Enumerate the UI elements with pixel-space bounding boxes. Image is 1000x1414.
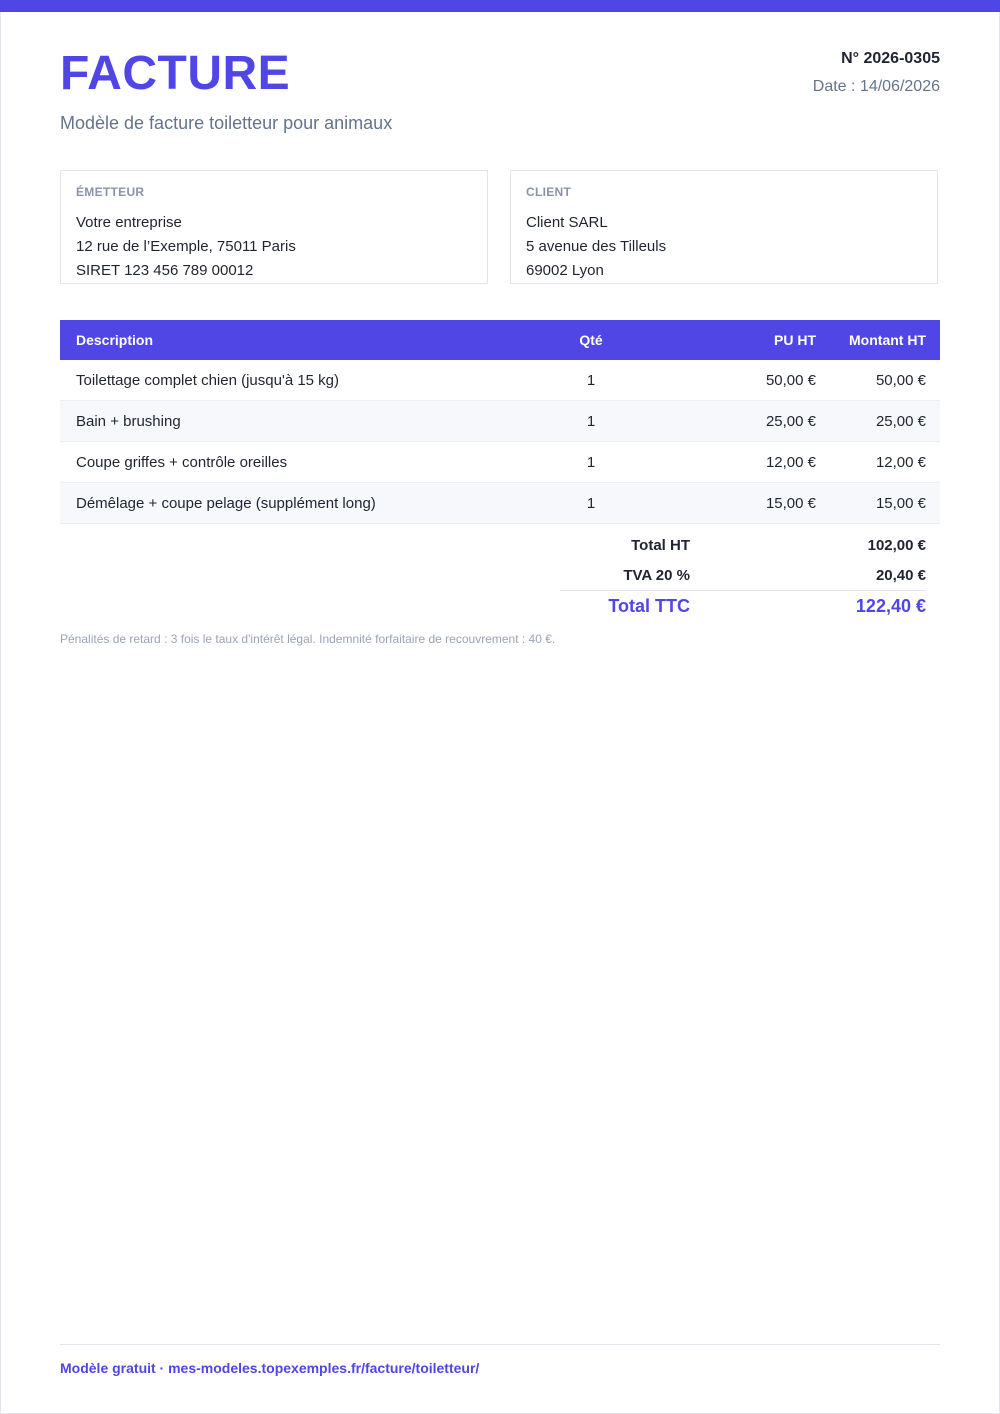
emitter-box	[60, 170, 488, 284]
total-ttc-value: 122,40 €	[855, 596, 926, 616]
emitter-company: Votre entreprise	[76, 214, 182, 231]
total-ht-value: 102,00 €	[867, 537, 926, 554]
row-quantity: 1	[550, 360, 630, 401]
tva-value: 20,40 €	[875, 567, 926, 584]
total-ht-label: Total HT	[631, 537, 690, 554]
table-header-row	[60, 320, 940, 360]
items-table	[60, 320, 940, 524]
row-description: Bain + brushing	[60, 401, 550, 442]
client-label: CLIENT	[526, 185, 572, 199]
row-amount: 25,00 €	[830, 401, 940, 442]
row-description: Coupe griffes + contrôle oreilles	[60, 442, 550, 483]
row-unit-price: 12,00 €	[630, 442, 830, 483]
invoice-date: Date : 14/06/2026	[812, 78, 940, 95]
row-unit-price: 25,00 €	[630, 401, 830, 442]
row-amount: 50,00 €	[830, 360, 940, 401]
table-row	[60, 483, 940, 524]
invoice-number: N° 2026-0305	[841, 50, 940, 67]
footer-divider	[60, 1344, 940, 1345]
emitter-address: 12 rue de l’Exemple, 75011 Paris	[76, 238, 296, 255]
client-city: 69002 Lyon	[526, 262, 604, 279]
total-ht-row	[560, 530, 926, 560]
row-amount: 15,00 €	[830, 483, 940, 524]
emitter-label: ÉMETTEUR	[76, 185, 145, 199]
tva-row	[560, 560, 926, 590]
total-ttc-row	[560, 590, 926, 621]
total-ttc-label: Total TTC	[608, 596, 690, 616]
row-description: Toilettage complet chien (jusqu'à 15 kg)	[60, 360, 550, 401]
invoice-subtitle: Modèle de facture toiletteur pour animaux	[60, 113, 393, 133]
row-unit-price: 15,00 €	[630, 483, 830, 524]
row-quantity: 1	[550, 483, 630, 524]
row-unit-price: 50,00 €	[630, 360, 830, 401]
client-company: Client SARL	[526, 214, 608, 231]
header-amount: Montant HT	[830, 320, 940, 360]
header-description: Description	[60, 320, 550, 360]
footer-link-text: Modèle gratuit · mes-modeles.topexemples.fr/facture/toiletteur/	[60, 1360, 480, 1376]
row-quantity: 1	[550, 401, 630, 442]
legal-note: Pénalités de retard : 3 fois le taux d'intérêt légal. Indemnité forfaitaire de recouvrement : 40 €.	[60, 632, 556, 646]
row-amount: 12,00 €	[830, 442, 940, 483]
header-unit-price: PU HT	[630, 320, 830, 360]
emitter-siret: SIRET 123 456 789 00012	[76, 262, 254, 279]
tva-label: TVA 20 %	[623, 567, 690, 584]
header-quantity: Qté	[550, 320, 630, 360]
top-accent-bar	[0, 0, 1000, 12]
client-box	[510, 170, 938, 284]
totals-block	[560, 530, 926, 621]
row-description: Démêlage + coupe pelage (supplément long)	[60, 483, 550, 524]
table-row	[60, 401, 940, 442]
client-address: 5 avenue des Tilleuls	[526, 238, 667, 255]
table-row	[60, 360, 940, 401]
row-quantity: 1	[550, 442, 630, 483]
invoice-title: FACTURE	[60, 47, 291, 100]
table-row	[60, 442, 940, 483]
